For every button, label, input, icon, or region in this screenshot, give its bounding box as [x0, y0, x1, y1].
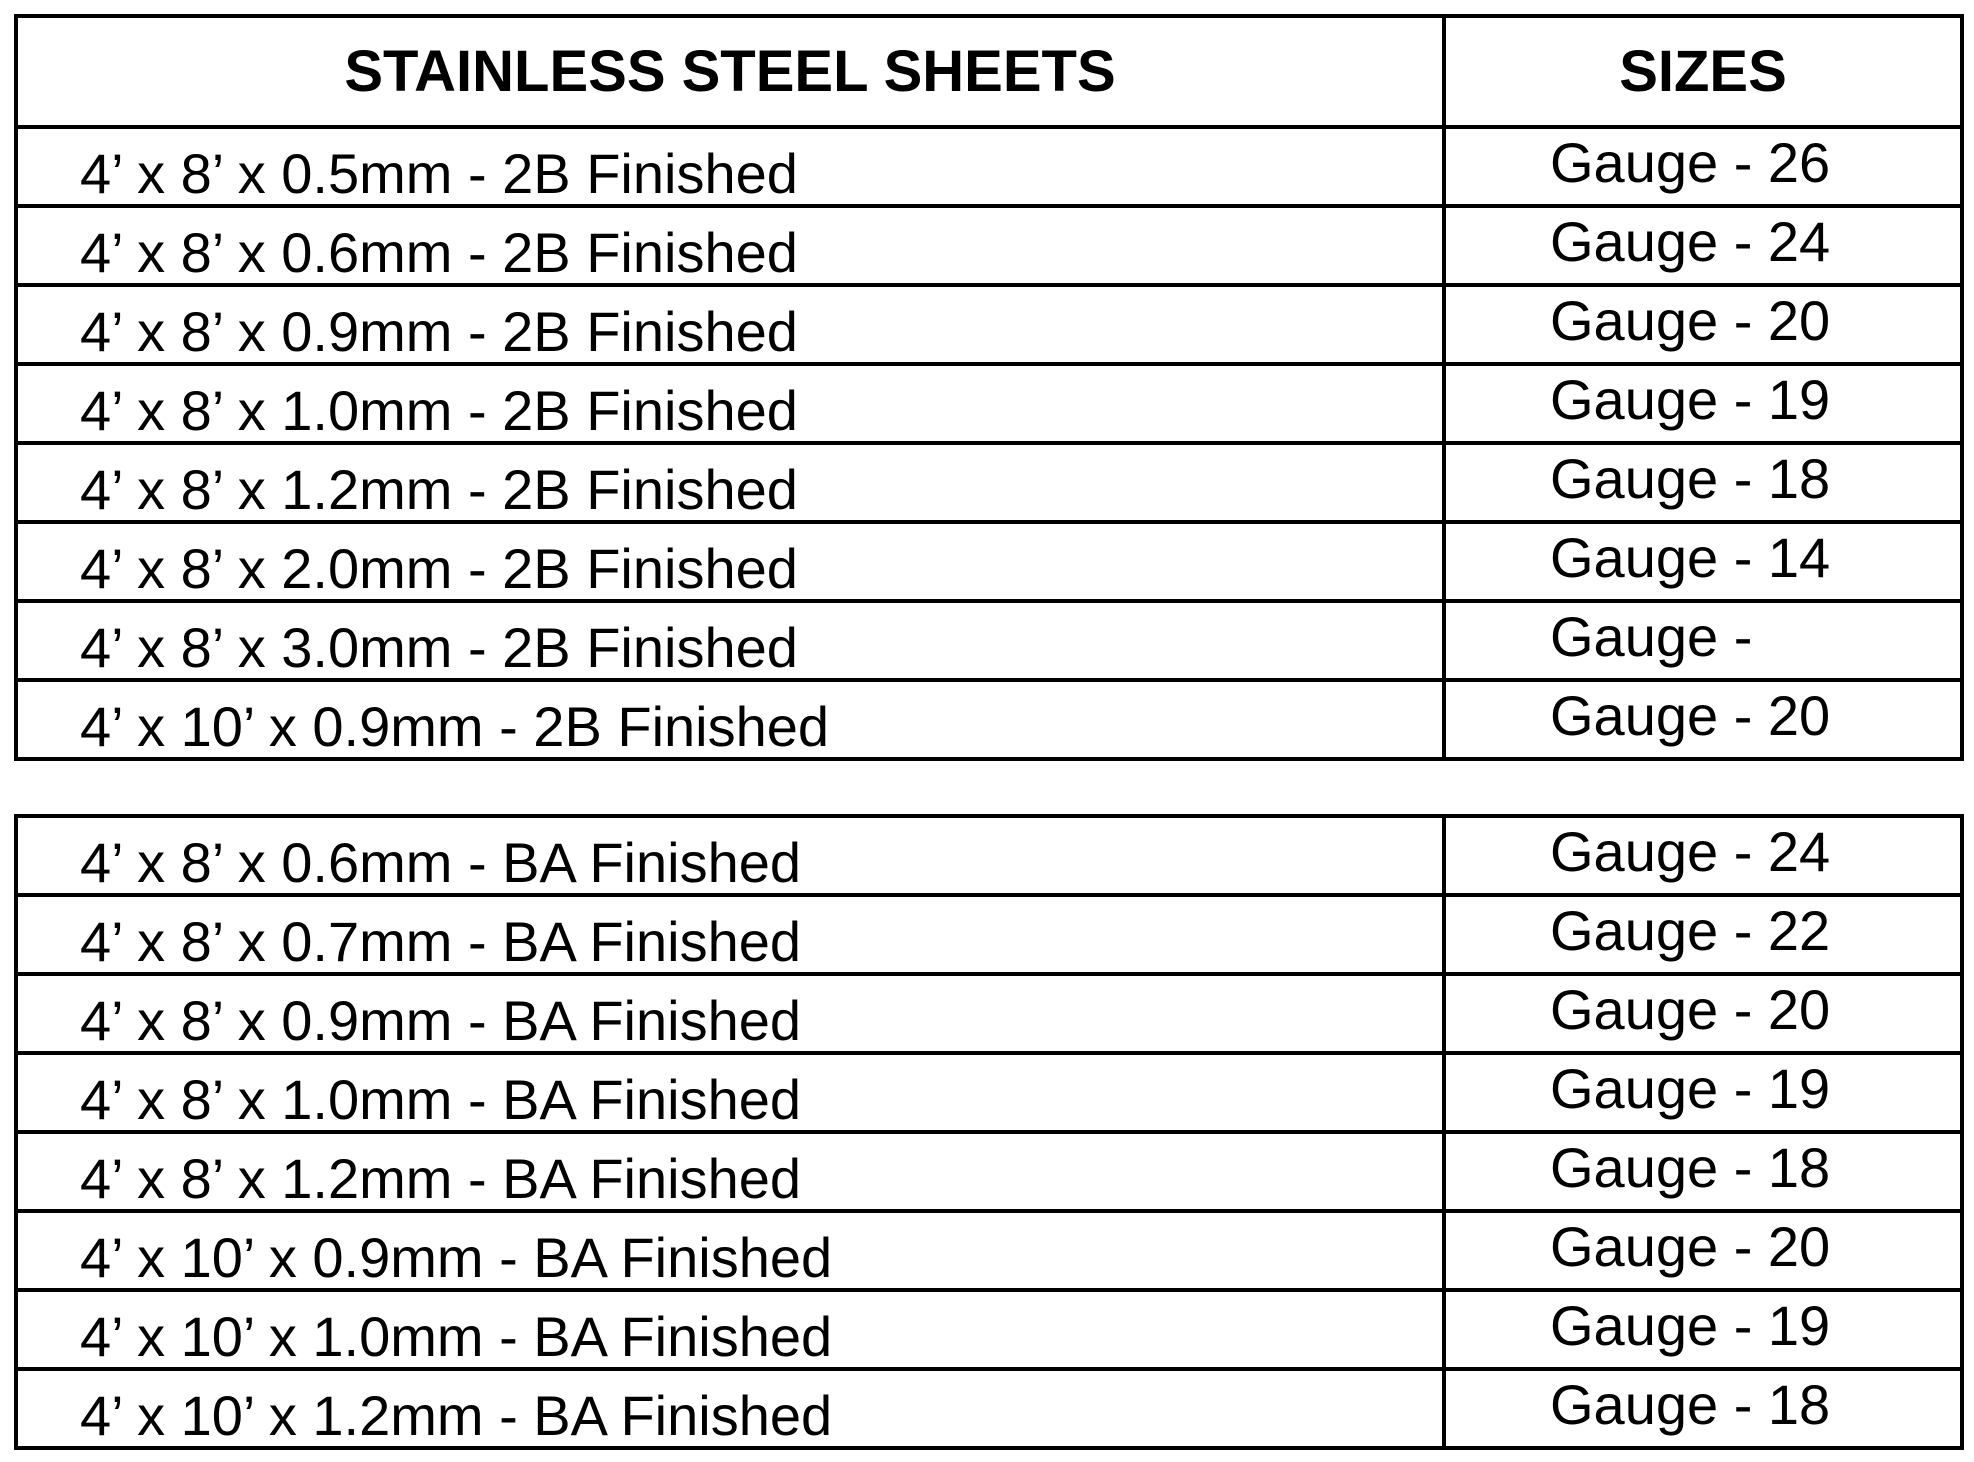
table-row — [18, 678, 1960, 757]
size-cell: Gauge - 22 — [1550, 898, 1831, 962]
size-cell: Gauge - 14 — [1550, 525, 1831, 589]
sheet-cell: 4’ x 10’ x 1.0mm - BA Finished — [18, 1292, 1446, 1367]
size-cell: Gauge - 18 — [1550, 446, 1831, 510]
sheet-cell: 4’ x 8’ x 0.9mm - BA Finished — [18, 976, 1446, 1051]
table-row — [18, 599, 1960, 678]
sheet-cell: 4’ x 10’ x 0.9mm - BA Finished — [18, 1213, 1446, 1288]
table-row — [18, 1367, 1960, 1446]
size-cell: Gauge - — [1550, 604, 1753, 668]
table-ba-finished — [14, 814, 1964, 1450]
sheet-cell: 4’ x 8’ x 0.6mm - BA Finished — [18, 818, 1446, 893]
size-cell: Gauge - 24 — [1550, 209, 1831, 273]
table-row — [18, 283, 1960, 362]
sheet-cell: 4’ x 8’ x 3.0mm - 2B Finished — [18, 603, 1446, 678]
sheet-cell: 4’ x 8’ x 1.2mm - 2B Finished — [18, 445, 1446, 520]
size-cell: Gauge - 20 — [1550, 683, 1831, 747]
table-row — [18, 1130, 1960, 1209]
table-row — [18, 441, 1960, 520]
size-cell: Gauge - 24 — [1550, 819, 1831, 883]
header-sizes: SIZES — [1619, 38, 1787, 104]
table-row — [18, 893, 1960, 972]
table-row — [18, 1209, 1960, 1288]
size-cell: Gauge - 18 — [1550, 1372, 1831, 1436]
sheet-cell: 4’ x 8’ x 1.2mm - BA Finished — [18, 1134, 1446, 1209]
size-cell: Gauge - 20 — [1550, 977, 1831, 1041]
size-cell: Gauge - 18 — [1550, 1135, 1831, 1199]
table-header-row — [18, 18, 1960, 125]
sheet-cell: 4’ x 8’ x 0.7mm - BA Finished — [18, 897, 1446, 972]
sheet-cell: 4’ x 10’ x 0.9mm - 2B Finished — [18, 682, 1446, 757]
sheet-cell: 4’ x 8’ x 1.0mm - 2B Finished — [18, 366, 1446, 441]
sheet-cell: 4’ x 8’ x 1.0mm - BA Finished — [18, 1055, 1446, 1130]
size-cell: Gauge - 26 — [1550, 130, 1831, 194]
sheet-cell: 4’ x 8’ x 0.9mm - 2B Finished — [18, 287, 1446, 362]
table-row — [18, 972, 1960, 1051]
size-cell: Gauge - 20 — [1550, 1214, 1831, 1278]
header-stainless-steel-sheets: STAINLESS STEEL SHEETS — [18, 18, 1446, 125]
size-cell: Gauge - 19 — [1550, 367, 1831, 431]
table-row — [18, 520, 1960, 599]
sheet-cell: 4’ x 8’ x 0.5mm - 2B Finished — [18, 129, 1446, 204]
table-row — [18, 204, 1960, 283]
sheet-cell: 4’ x 8’ x 2.0mm - 2B Finished — [18, 524, 1446, 599]
table-row — [18, 1051, 1960, 1130]
size-cell: Gauge - 19 — [1550, 1293, 1831, 1357]
size-cell: Gauge - 20 — [1550, 288, 1831, 352]
size-cell: Gauge - 19 — [1550, 1056, 1831, 1120]
table-row — [18, 1288, 1960, 1367]
sheet-cell: 4’ x 8’ x 0.6mm - 2B Finished — [18, 208, 1446, 283]
table-row — [18, 125, 1960, 204]
sheet-cell: 4’ x 10’ x 1.2mm - BA Finished — [18, 1371, 1446, 1446]
table-row — [18, 362, 1960, 441]
table-row — [18, 818, 1960, 893]
table-2b-finished — [14, 14, 1964, 761]
